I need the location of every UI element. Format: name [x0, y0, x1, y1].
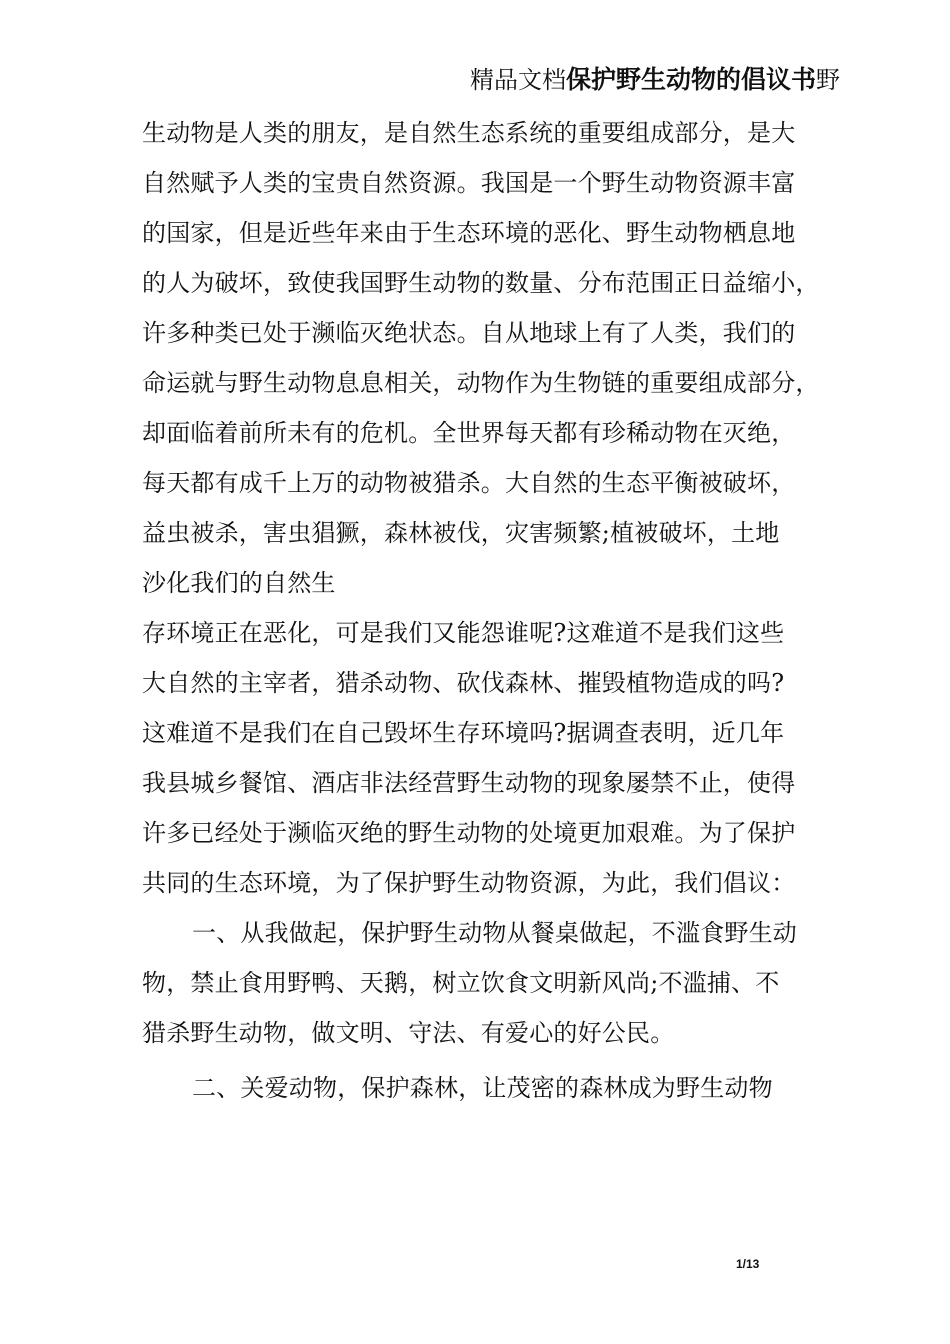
- text-line: 的人为破坏，致使我国野生动物的数量、分布范围正日益缩小，: [142, 269, 820, 297]
- text-line: 共同的生态环境，为了保护野生动物资源，为此，我们倡议：: [142, 869, 796, 897]
- text-line: 存环境正在恶化，可是我们又能怨谁呢?这难道不是我们这些: [142, 619, 785, 647]
- text-line: 却面临着前所未有的危机。全世界每天都有珍稀动物在灭绝，: [142, 419, 796, 447]
- text-line: 猎杀野生动物，做文明、守法、有爱心的好公民。: [142, 1019, 675, 1047]
- proposal-item-2-line: 二、关爱动物，保护森林，让茂密的森林成为野生动物: [192, 1074, 773, 1102]
- text-line: 这难道不是我们在自己毁坏生存环境吗?据调查表明，近几年: [142, 719, 785, 747]
- header-prefix: 精品文档: [469, 66, 566, 94]
- header-line: [142, 64, 840, 96]
- text-line: 生动物是人类的朋友，是自然生态系统的重要组成部分，是大: [142, 119, 796, 147]
- document-title: 保护野生动物的倡议书: [565, 65, 816, 94]
- text-line: 益虫被杀，害虫猖獗，森林被伐，灾害频繁;植被破坏，土地: [142, 519, 780, 547]
- text-line: 许多已经处于濒临灭绝的野生动物的处境更加艰难。为了保护: [142, 819, 796, 847]
- text-line: 我县城乡餐馆、酒店非法经营野生动物的现象屡禁不止，使得: [142, 769, 796, 797]
- text-line: 命运就与野生动物息息相关，动物作为生物链的重要组成部分，: [142, 369, 820, 397]
- text-line: 的国家，但是近些年来由于生态环境的恶化、野生动物栖息地: [142, 219, 796, 247]
- text-line: 沙化我们的自然生: [142, 569, 336, 597]
- text-line: 自然赋予人类的宝贵自然资源。我国是一个野生动物资源丰富: [142, 169, 796, 197]
- text-line: 物，禁止食用野鸭、天鹅，树立饮食文明新风尚;不滥捕、不: [142, 969, 780, 997]
- body-text: [142, 108, 842, 1113]
- text-line: 大自然的主宰者，猎杀动物、砍伐森林、摧毁植物造成的吗?: [142, 669, 785, 697]
- text-line: 许多种类已处于濒临灭绝状态。自从地球上有了人类，我们的: [142, 319, 796, 347]
- page-number: 1/13: [736, 1257, 760, 1271]
- header-suffix: 野: [816, 66, 840, 94]
- proposal-item-1-line: 一、从我做起，保护野生动物从餐桌做起，不滥食野生动: [192, 919, 797, 947]
- text-line: 每天都有成千上万的动物被猎杀。大自然的生态平衡被破坏，: [142, 469, 796, 497]
